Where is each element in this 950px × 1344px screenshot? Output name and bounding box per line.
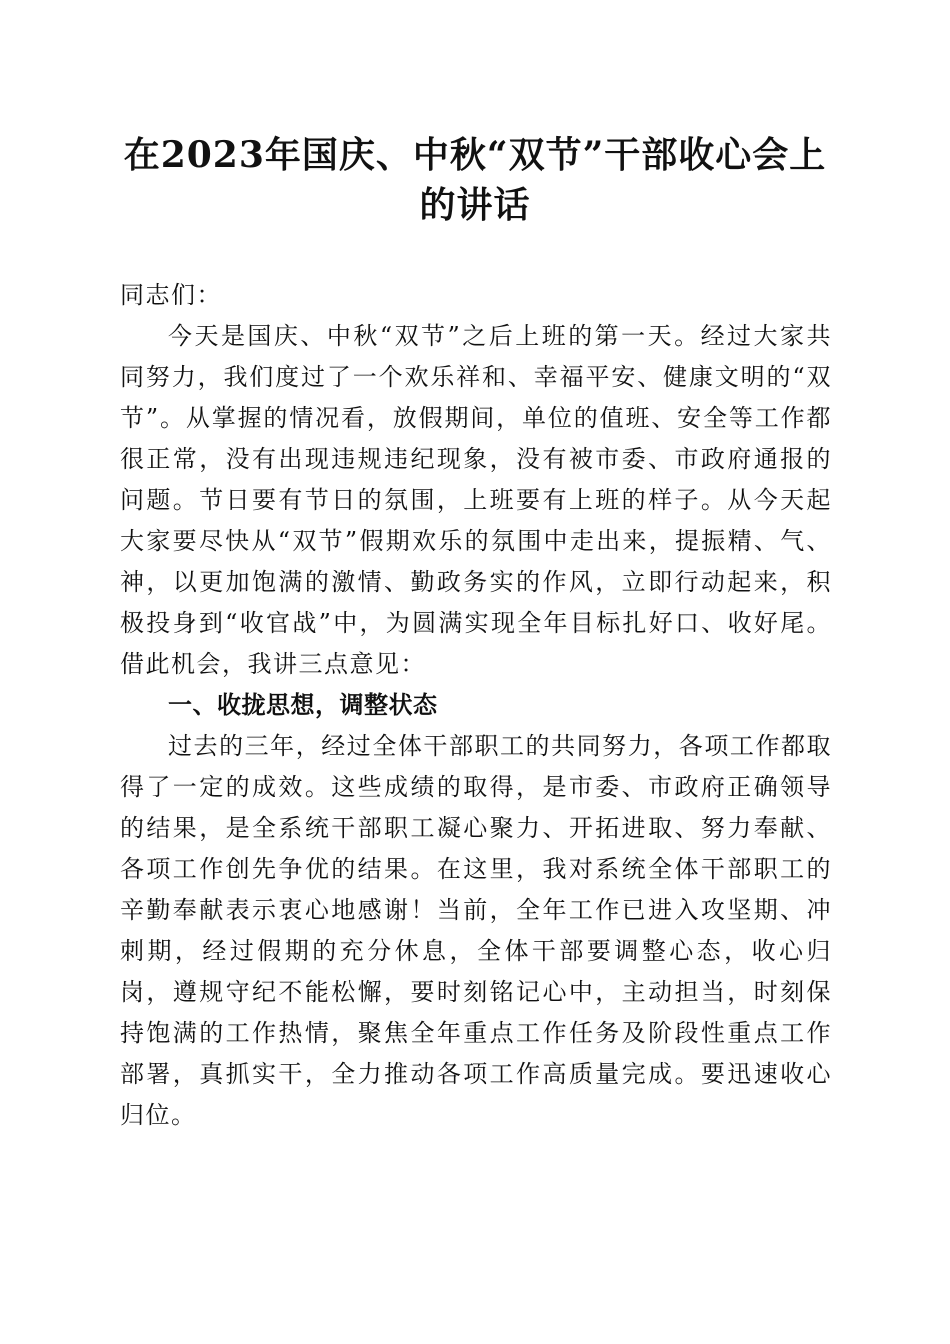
- title-line-1: 在2023年国庆、中秋“双节”干部收心会上: [123, 134, 827, 176]
- section-1-heading: 一、收拢思想，调整状态: [168, 691, 438, 719]
- title-line-2: 的讲话: [419, 184, 531, 226]
- document-title: [120, 130, 830, 230]
- intro-paragraph: 今天是国庆、中秋“双节”之后上班的第一天。经过大家共同努力，我们度过了一个欢乐祥和、幸福平安、健康文明的“双节”。从掌握的情况看，放假期间，单位的值班、安全等工作都很正常，没有出现违规违纪现象，没有被市委、市政府通报的问题。节日要有节日的氛围，上班要有上班的样子。从今天起大家要尽快从“双节”假期欢乐的氛围中走出来，提振精、气、神，以更加饱满的激情、勤政务实的作风，立即行动起来，积极投身到“收官战”中，为圆满实现全年目标扎好口、收好尾。借此机会，我讲三点意见：: [120, 322, 832, 678]
- salutation: 同志们：: [120, 281, 222, 309]
- document-body: [120, 275, 832, 1136]
- section-1-paragraph: 过去的三年，经过全体干部职工的共同努力，各项工作都取得了一定的成效。这些成绩的取得，是市委、市政府正确领导的结果，是全系统干部职工凝心聚力、开拓进取、努力奉献、各项工作创先争优的结果。在这里，我对系统全体干部职工的辛勤奉献表示衷心地感谢！当前，全年工作已进入攻坚期、冲刺期，经过假期的充分休息，全体干部要调整心态，收心归岗，遵规守纪不能松懈，要时刻铭记心中，主动担当，时刻保持饱满的工作热情，聚焦全年重点工作任务及阶段性重点工作部署，真抓实干，全力推动各项工作高质量完成。要迅速收心归位。: [120, 732, 832, 1129]
